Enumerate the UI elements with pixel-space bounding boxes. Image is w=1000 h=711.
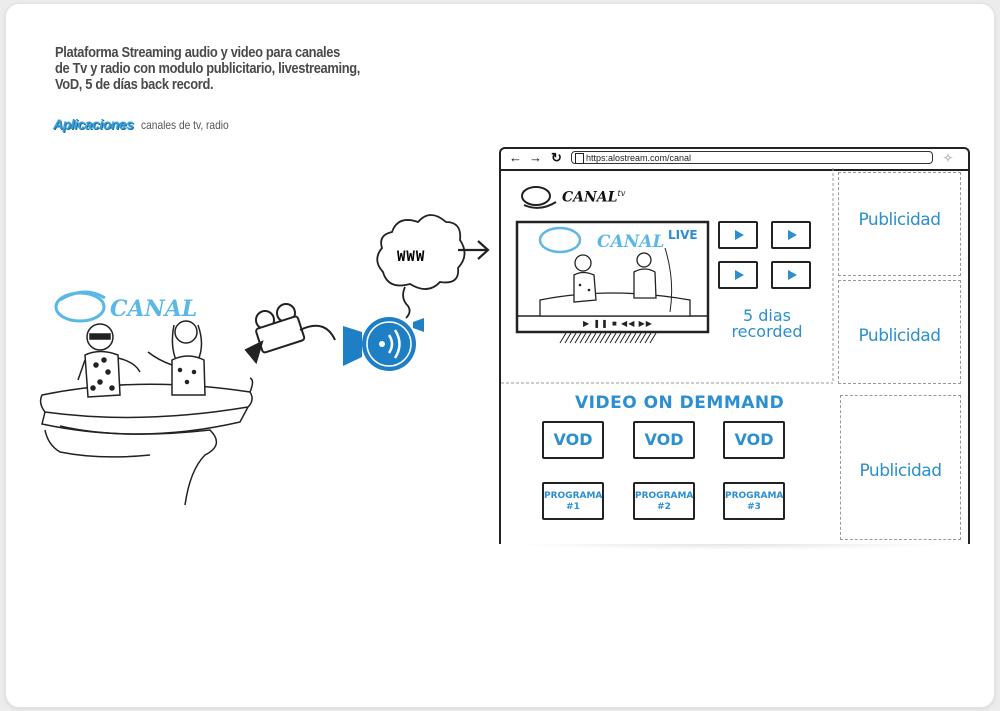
program-button[interactable]: PROGRAMA #2	[633, 482, 695, 520]
video-thumbnail[interactable]	[718, 221, 758, 249]
bookmark-star-icon[interactable]: ✧	[943, 151, 954, 165]
recorded-days-text: 5 dias recorded	[731, 306, 803, 341]
video-thumbnail[interactable]	[771, 261, 811, 289]
player-logo-text: CANAL	[597, 232, 665, 252]
play-icon	[788, 270, 797, 280]
program-button[interactable]: PROGRAMA #1	[542, 482, 604, 520]
cloud-label: WWW	[397, 249, 426, 265]
studio-logo-text: CANAL	[110, 296, 198, 322]
url-text: https:alostream.com/canal	[586, 153, 692, 163]
player-controls[interactable]: ▶ ❚❚ ■ ◀◀ ▶▶	[583, 319, 653, 328]
site-logo-icon	[522, 187, 556, 208]
live-label: LIVE	[668, 228, 698, 242]
reload-icon[interactable]: ↻	[551, 150, 562, 165]
back-arrow-icon[interactable]: ←	[509, 150, 522, 165]
ad-label: Publicidad	[858, 210, 941, 230]
site-logo-suffix: tv	[617, 189, 626, 198]
vod-button[interactable]: VOD	[542, 421, 604, 459]
vod-button[interactable]: VOD	[723, 421, 785, 459]
ad-label: Publicidad	[859, 461, 942, 481]
vod-button[interactable]: VOD	[633, 421, 695, 459]
vod-section-title: VIDEO ON DEMMAND	[575, 393, 785, 413]
video-thumbnail[interactable]	[771, 221, 811, 249]
play-icon	[788, 230, 797, 240]
ad-label: Publicidad	[858, 326, 941, 346]
program-button[interactable]: PROGRAMA #3	[723, 482, 785, 520]
play-icon	[735, 270, 744, 280]
site-logo-text: $CANAL^{tv}$	[562, 189, 626, 206]
play-icon	[735, 230, 744, 240]
description-text: Plataforma Streaming audio y video para canales de Tv y radio con modulo publicitario, livestreaming, VoD, 5 de días back record.	[55, 44, 361, 93]
applications-text: canales de tv, radio	[140, 118, 229, 132]
applications-badge: Aplicaciones	[53, 116, 134, 132]
forward-arrow-icon[interactable]: →	[529, 150, 542, 165]
video-thumbnail[interactable]	[718, 261, 758, 289]
